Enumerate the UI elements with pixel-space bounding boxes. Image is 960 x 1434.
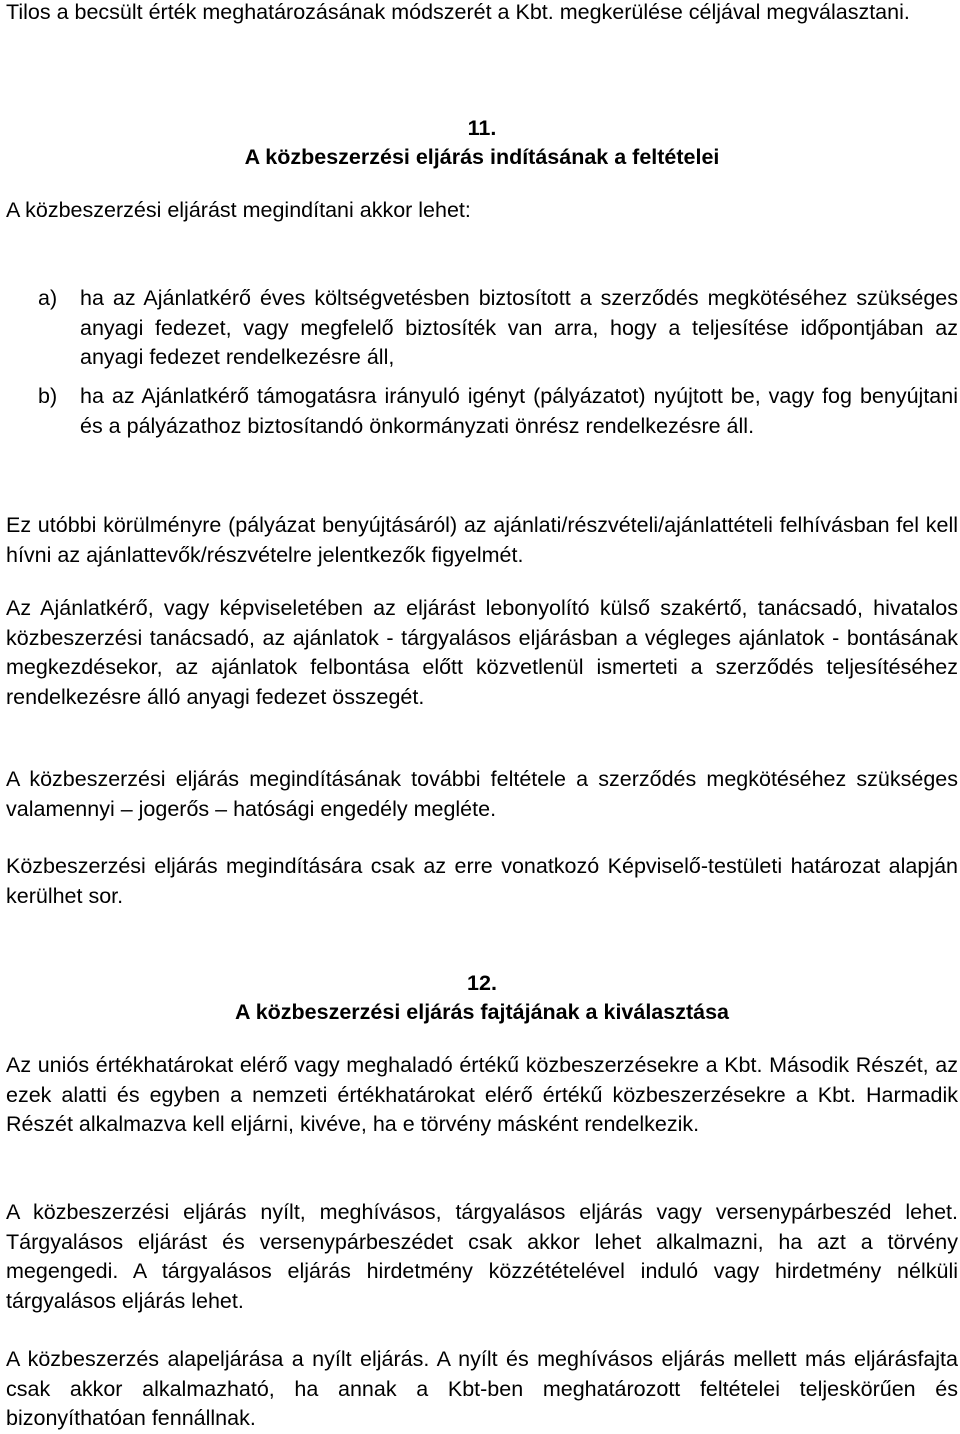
section-11-lead: A közbeszerzési eljárást megindítani akkor lehet: <box>6 198 471 222</box>
paragraph: A közbeszerzési eljárás nyílt, meghívásos, tárgyalásos eljárás vagy versenypárbeszéd lehet. Tárgyalásos eljárást és versenypárbeszédet csak akkor lehet alkalmazni, ha azt a törvény megengedi. A tárgyalásos eljárás hirdetmény közzétételével induló vagy hirdetmény nélküli tárgyalásos eljárás lehet. <box>6 1200 958 1313</box>
list-item-b <box>38 382 958 441</box>
section-11-title: A közbeszerzési eljárás indításának a feltételei <box>244 145 720 169</box>
list-marker: b) <box>38 384 58 408</box>
paragraph: Ez utóbbi körülményre (pályázat benyújtásáról) az ajánlati/részvételi/ajánlattételi felhívásban fel kell hívni az ajánlattevők/részvételre jelentkezők figyelmét. <box>6 513 958 567</box>
section-11-number: 11. <box>467 116 497 140</box>
paragraph: A közbeszerzés alapeljárása a nyílt eljárás. A nyílt és meghívásos eljárás mellett más eljárásfajta csak akkor alkalmazható, ha annak a Kbt-ben meghatározott feltételei teljeskörűen és bizonyíthatóan fennállnak. <box>6 1347 958 1430</box>
paragraph: Az uniós értékhatárokat elérő vagy meghaladó értékű közbeszerzésekre a Kbt. Második Részét, az ezek alatti és egyben a nemzeti értékhatárokat elérő értékű közbeszerzésekre a Kbt. Harmadik Részét alkalmazva kell eljárni, kivéve, ha e törvény másként rendelkezik. <box>6 1053 958 1136</box>
list-item-a <box>38 284 958 373</box>
list-marker: a) <box>38 286 58 310</box>
paragraph: A közbeszerzési eljárás megindításának további feltétele a szerződés megkötéséhez szükséges valamennyi – jogerős – hatósági engedély megléte. <box>6 767 958 821</box>
section-12-title: A közbeszerzési eljárás fajtájának a kiválasztása <box>235 1000 729 1024</box>
paragraph: Közbeszerzési eljárás megindítására csak az erre vonatkozó Képviselő-testületi határozat alapján kerülhet sor. <box>6 854 958 908</box>
list-item-text: ha az Ajánlatkérő támogatásra irányuló igényt (pályázatot) nyújtott be, vagy fog benyújtani és a pályázathoz biztosítandó önkormányzati önrész rendelkezésre áll. <box>80 384 958 438</box>
list-item-text: ha az Ajánlatkérő éves költségvetésben biztosított a szerződés megkötéséhez szükséges anyagi fedezet, vagy megfelelő biztosíték van arra, hogy a teljesítése időpontjában az anyagi fedezet rendelkezésre áll, <box>80 286 958 369</box>
section-12-number: 12. <box>467 971 497 995</box>
paragraph: Az Ajánlatkérő, vagy képviseletében az eljárást lebonyolító külső szakértő, tanácsadó, hivatalos közbeszerzési tanácsadó, az ajánlatok - tárgyalásos eljárásban a végleges ajánlatok - bontásának megkezdésekor, az ajánlatok felbontása előtt közvetlenül ismerteti a szerződés teljesítéséhez rendelkezésre álló anyagi fedezet összegét. <box>6 596 958 709</box>
intro-paragraph: Tilos a becsült érték meghatározásának módszerét a Kbt. megkerülése céljával megválasztani. <box>6 0 910 24</box>
